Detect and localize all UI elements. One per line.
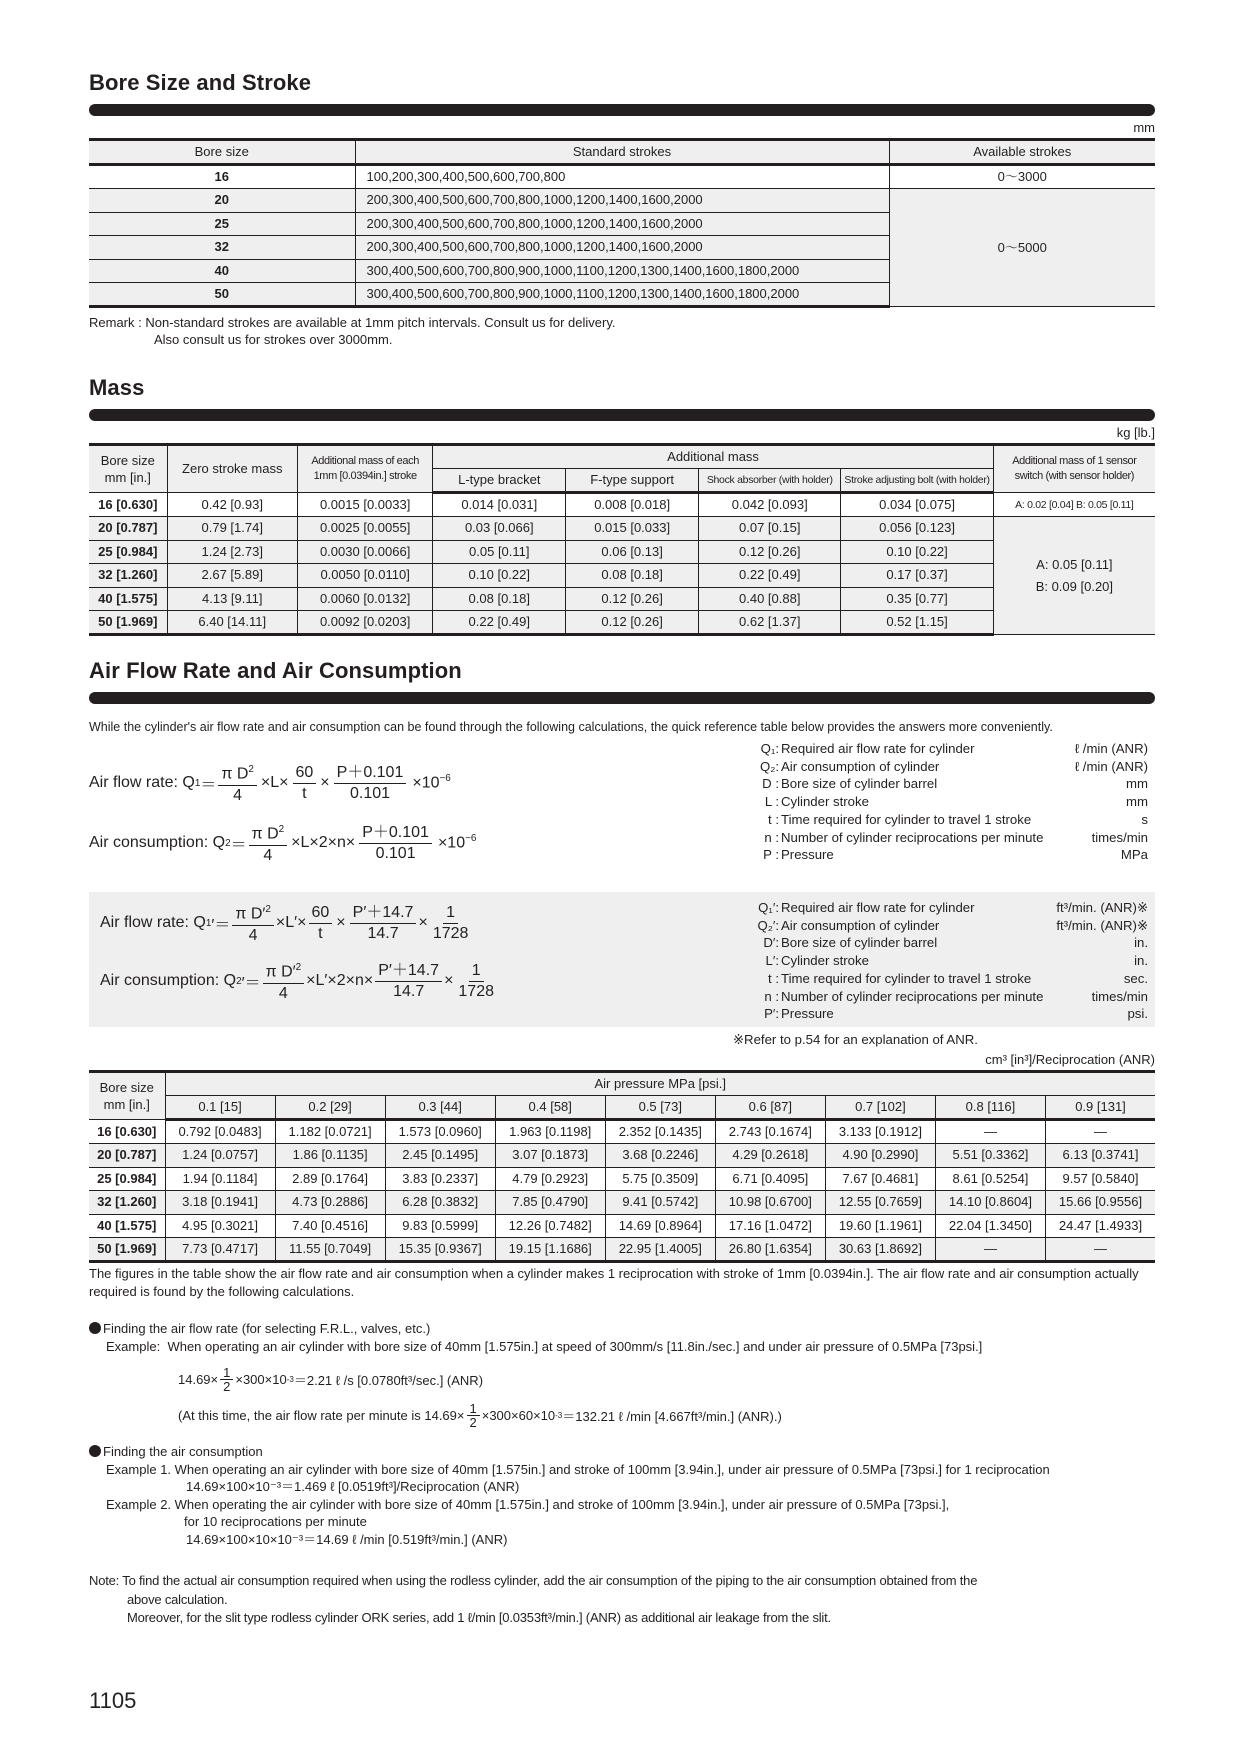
- table-row: 16 [0.630] 0.792 [0.0483] 1.182 [0.0721] 1.573 [0.0960] 1.963 [0.1198] 2.352 [0.1435] 2.743 [0.1674] 3.133 [0.1912] — —: [89, 1120, 1155, 1144]
- bullet-icon: [89, 1322, 101, 1334]
- imperial-formulas: [100, 898, 499, 1006]
- legend-row: P : Pressure MPa: [763, 847, 1148, 863]
- col-header-sensor: Additional mass of 1 sensor switch (with sensor holder): [993, 445, 1155, 493]
- remark: Remark : Non-standard strokes are available at 1mm pitch intervals. Consult us for delivery. Also consult us for strokes over 3000mm.: [89, 315, 616, 347]
- bore-stroke-table: [89, 138, 1155, 308]
- legend-row: t : Time required for cylinder to travel 1 stroke sec.: [768, 970, 1148, 986]
- metric-formulas: [89, 758, 709, 868]
- calc-flow-per-minute: (At this time, the air flow rate per minute is 14.69× $\frac{1}{2}$ ×300×60×10 -3 ＝132.21 ℓ /min [4.667ft³/min.] (ANR).): [178, 1400, 782, 1430]
- intro-text: While the cylinder's air flow rate and air consumption can be found through the following calculations, the quick reference table below provides the answers more conveniently.: [89, 720, 1053, 734]
- table-row: 40 [1.575] 4.13 [9.11] 0.0060 [0.0132] 0.08 [0.18] 0.12 [0.26] 0.40 [0.88] 0.35 [0.77]: [89, 587, 1155, 611]
- table-row: 16 100,200,300,400,500,600,700,800 0～3000: [89, 165, 1155, 189]
- col-header-standard: Standard strokes: [355, 140, 889, 165]
- col-header-additional: Additional mass: [433, 445, 993, 469]
- table-row: 25 [0.984] 1.94 [0.1184] 2.89 [0.1764] 3.83 [0.2337] 4.79 [0.2923] 5.75 [0.3509] 6.71 [0.4095] 7.67 [0.4681] 8.61 [0.5254] 9.57 [0.5840]: [89, 1167, 1155, 1191]
- col-header-bolt: Stroke adjusting bolt (with holder): [841, 469, 993, 493]
- formula-air-consumption: Air consumption: Q 2 ＝ $\frac{\pi D^2}{4}$ ×L×2×n× $\frac{P+0.101}{0.101}$ $\times 10^{-6}$: [89, 818, 709, 868]
- table-row: 25 200,300,400,500,600,700,800,1000,1200,1400,1600,2000: [89, 212, 1155, 236]
- air-table-wrap: [89, 1050, 1155, 1263]
- table-row: 40 300,400,500,600,700,800,900,1000,1100,1200,1300,1400,1600,1800,2000: [89, 259, 1155, 283]
- section-title-mass: Mass: [89, 375, 145, 400]
- col-header-pressure: Air pressure MPa [psi.]: [165, 1072, 1155, 1096]
- table-row: 20 [0.787] 1.24 [0.0757] 1.86 [0.1135] 2.45 [0.1495] 3.07 [0.1873] 3.68 [0.2246] 4.29 [0.2618] 4.90 [0.2990] 5.51 [0.3362] 6.13 [0.3741]: [89, 1144, 1155, 1168]
- section-divider-bar: [89, 104, 1155, 116]
- unit-label: kg [lb.]: [1116, 425, 1155, 440]
- legend-row: Q₁′: Required air flow rate for cylinder ft³/min. (ANR)※: [758, 900, 1148, 915]
- col-header-bore: Bore size mm [in.]: [89, 1072, 165, 1120]
- unit-label: mm: [1133, 120, 1155, 135]
- legend-row: D′: Bore size of cylinder barrel in.: [763, 935, 1148, 951]
- table-note: The figures in the table show the air flow rate and air consumption when a cylinder makes 1 reciprocation with stroke of 1mm [0.0394in.]. The air flow rate and air consumption actually required is found by the following calculations.: [89, 1266, 1139, 1299]
- metric-legend: [739, 740, 1148, 864]
- table-row: 50 [1.969] 7.73 [0.4717] 11.55 [0.7049] 15.35 [0.9367] 19.15 [1.1686] 22.95 [1.4005] 26.80 [1.6354] 30.63 [1.8692] — —: [89, 1238, 1155, 1262]
- air-consumption-table: Bore size mm [in.] Air pressure MPa [psi.] 0.1 [15] 0.2 [29] 0.3 [44] 0.4 [58] 0.5 [73] 0.6 [87] 0.7 [102] 0.8 [116] 0.9 [131] 16 [0.630] 0.792 [0.0483] 1.182 [0.0721] 1.573 [0.0960] 1.963 [0.1198] 2.352 [0.1435] 2.743 [0.1674] 3.133 [0.1912] — — 20 [0.787] 1.24 [0.0757] 1.86 [0.1135] 2.45 [0.1495] 3.07 [0.1873] 3.68 [0.2246] 4.29 [0.2618] 4.90 [0.2990] 5.51 [0.3362] 6.13 [0.3741] 25 [0.984] 1.94 [0.1184] 2.89 [0.1764] 3.83 [0.2337] 4.79 [0.2923] 5.75 [0.3509] 6.71 [0.4095] 7.67 [0.4681] 8.61 [0.5254] 9.57 [0.5840] 32 [1.260] 3.18 [0.1941] 4.73 [0.2886] 6.28 [0.3832] 7.85 [0.4790] 9.41 [0.5742] 10.98 [0.6700] 12.55 [0.7659] 14.10 [0.8604] 15.66 [0.9556] 40 [1.575] 4.95 [0.3021] 7.40 [0.4516] 9.83 [0.5999] 12.26 [0.7482] 14.69 [0.8964] 17.16 [1.0472] 19.60 [1.1961] 22.04 [1.3450] 24.47 [1.4933] 50 [1.969] 7.73 [0.4717] 11.55 [0.7049] 15.35 [0.9367] 19.15 [1.1686] 22.95 [1.4005] 26.80 [1.6354] 30.63 [1.8692] — —: [89, 1070, 1155, 1263]
- table-row: 40 [1.575] 4.95 [0.3021] 7.40 [0.4516] 9.83 [0.5999] 12.26 [0.7482] 14.69 [0.8964] 17.16 [1.0472] 19.60 [1.1961] 22.04 [1.3450] 24.47 [1.4933]: [89, 1214, 1155, 1238]
- available-merged: 0～5000: [889, 189, 1155, 307]
- legend-row: Q₁: Required air flow rate for cylinder ℓ /min (ANR): [760, 741, 1148, 756]
- col-header-zero-stroke: Zero stroke mass: [167, 445, 297, 493]
- unit-label: cm³ [in³]/Reciprocation (ANR): [985, 1052, 1155, 1067]
- col-header-per-mm: Additional mass of each 1mm [0.0394in.] stroke: [297, 445, 432, 493]
- imperial-legend: [739, 899, 1148, 1023]
- formula-flow-rate: Air flow rate: Q 1 ＝ $\frac{\pi D^2}{4}$ ×L× $\frac{60}{t}$ × $\frac{P+0.101}{0.101}$ $\times 10^{-6}$: [89, 758, 709, 808]
- air-section: [89, 658, 1155, 737]
- col-header-f-support: F-type support: [566, 469, 699, 493]
- section-divider-bar: [89, 692, 1155, 704]
- mass-section: [89, 375, 1155, 636]
- legend-row: L′: Cylinder stroke in.: [765, 953, 1148, 969]
- section-divider-bar: [89, 409, 1155, 421]
- bullet-icon: [89, 1445, 101, 1457]
- legend-row: P′: Pressure psi.: [764, 1006, 1148, 1022]
- col-header-l-bracket: L-type bracket: [433, 469, 566, 493]
- col-header-bore: Bore size: [89, 140, 355, 165]
- section-title-bore-stroke: Bore Size and Stroke: [89, 70, 312, 95]
- table-row: 32 200,300,400,500,600,700,800,1000,1200,1400,1600,2000: [89, 236, 1155, 260]
- mass-table: [89, 443, 1155, 636]
- table-row: 25 [0.984] 1.24 [2.73] 0.0030 [0.0066] 0.05 [0.11] 0.06 [0.13] 0.12 [0.26] 0.10 [0.22]: [89, 540, 1155, 564]
- imperial-formula-box: [89, 892, 1155, 1027]
- table-row: 32 [1.260] 3.18 [0.1941] 4.73 [0.2886] 6.28 [0.3832] 7.85 [0.4790] 9.41 [0.5742] 10.98 [0.6700] 12.55 [0.7659] 14.10 [0.8604] 15.66 [0.9556]: [89, 1191, 1155, 1215]
- footnote: Note: To find the actual air consumption required when using the rodless cylinder, add the air consumption of the piping to the air consumption obtained from the above calculation. Moreover, for the slit type rodless cylinder ORK series, add 1 ℓ/min [0.0353ft³/min.] (ANR) as additional air leakage from the slit.: [89, 1573, 978, 1625]
- calc-flow-per-second: 14.69× $\frac{1}{2}$ ×300×10 -3 ＝2.21 ℓ /s [0.0780ft³/sec.] (ANR): [178, 1364, 484, 1394]
- formula-flow-rate-imperial: Air flow rate: Q 1 ′＝ $\frac{\pi D'^2}{4}$ ×L′× $\frac{60}{t}$ × $\frac{P'+14.7}{14.7}$ × $\frac{1}{1728}$: [100, 898, 499, 948]
- table-row: 20 [0.787] 0.79 [1.74] 0.0025 [0.0055] 0.03 [0.066] 0.015 [0.033] 0.07 [0.15] 0.056 [0.123] A: 0.05 [0.11] B: 0.09 [0.20]: [89, 517, 1155, 541]
- formula-air-consumption-imperial: Air consumption: Q 2 ′＝ $\frac{\pi D'^2}{4}$ ×L′×2×n× $\frac{P'+14.7}{14.7}$ × $\frac{1}{1728}$: [100, 956, 499, 1006]
- legend-row: Q₂′: Air consumption of cylinder ft³/min. (ANR)※: [757, 917, 1148, 933]
- section-title-air: Air Flow Rate and Air Consumption: [89, 658, 462, 683]
- legend-row: D : Bore size of cylinder barrel mm: [762, 776, 1148, 792]
- table-row: 50 300,400,500,600,700,800,900,1000,1100,1200,1300,1400,1600,1800,2000: [89, 283, 1155, 307]
- bore-stroke-section: [89, 70, 1155, 348]
- legend-row: t : Time required for cylinder to travel 1 stroke s: [768, 811, 1148, 827]
- legend-row: n : Number of cylinder reciprocations per minute times/min: [764, 988, 1148, 1004]
- page-number: 1105: [89, 1688, 137, 1713]
- col-header-available: Available strokes: [889, 140, 1155, 165]
- legend-row: n : Number of cylinder reciprocations per minute times/min: [764, 829, 1148, 845]
- col-header-bore: Bore size mm [in.]: [89, 445, 167, 493]
- flow-rate-example: Finding the air flow rate (for selecting F.R.L., valves, etc.) Example: When operating an air cylinder with bore size of 40mm [1.575in.] at speed of 300mm/s [11.8in./sec.] and under air pressure of 0.5MPa [73psi.] 14.69× $\frac{1}{2}$ ×300×10 -3 ＝2.21 ℓ /s [0.0780ft³/sec.] (ANR) (At this time, the air flow rate per minute is 14.69× $\frac{1}{2}$ ×300×60×10 -3 ＝132.21 ℓ /min [4.667ft³/min.] (ANR).): [89, 1320, 1155, 1432]
- table-row: 20 200,300,400,500,600,700,800,1000,1200,1400,1600,2000 0～5000: [89, 189, 1155, 213]
- legend-row: L : Cylinder stroke mm: [764, 794, 1148, 810]
- legend-row: Q₂: Air consumption of cylinder ℓ /min (ANR): [759, 758, 1148, 774]
- sensor-merged: A: 0.05 [0.11] B: 0.09 [0.20]: [993, 517, 1155, 635]
- air-consumption-example: Finding the air consumption Example 1. When operating an air cylinder with bore size of 40mm [1.575in.] and stroke of 100mm [3.94in.], under air pressure of 0.5MPa [73psi.] for 1 reciprocation 14.69×100×10⁻³＝1.469 ℓ [0.0519ft³]/Reciprocation (ANR) Example 2. When operating the air cylinder with bore size of 40mm [1.575in.] and stroke of 100mm [3.94in.], under air pressure of 0.5MPa [73psi.], for 10 reciprocations per minute 14.69×100×10×10⁻³＝14.69 ℓ /min [0.519ft³/min.] (ANR): [89, 1443, 1155, 1548]
- anr-note: ※Refer to p.54 for an explanation of ANR.: [733, 1032, 978, 1047]
- col-header-shock: Shock absorber (with holder): [699, 469, 841, 493]
- table-row: 50 [1.969] 6.40 [14.11] 0.0092 [0.0203] 0.22 [0.49] 0.12 [0.26] 0.62 [1.37] 0.52 [1.15]: [89, 611, 1155, 635]
- table-row: 16 [0.630] 0.42 [0.93] 0.0015 [0.0033] 0.014 [0.031] 0.008 [0.018] 0.042 [0.093] 0.034 [0.075] A: 0.02 [0.04] B: 0.05 [0.11]: [89, 493, 1155, 517]
- table-row: 32 [1.260] 2.67 [5.89] 0.0050 [0.0110] 0.10 [0.22] 0.08 [0.18] 0.22 [0.49] 0.17 [0.37]: [89, 564, 1155, 588]
